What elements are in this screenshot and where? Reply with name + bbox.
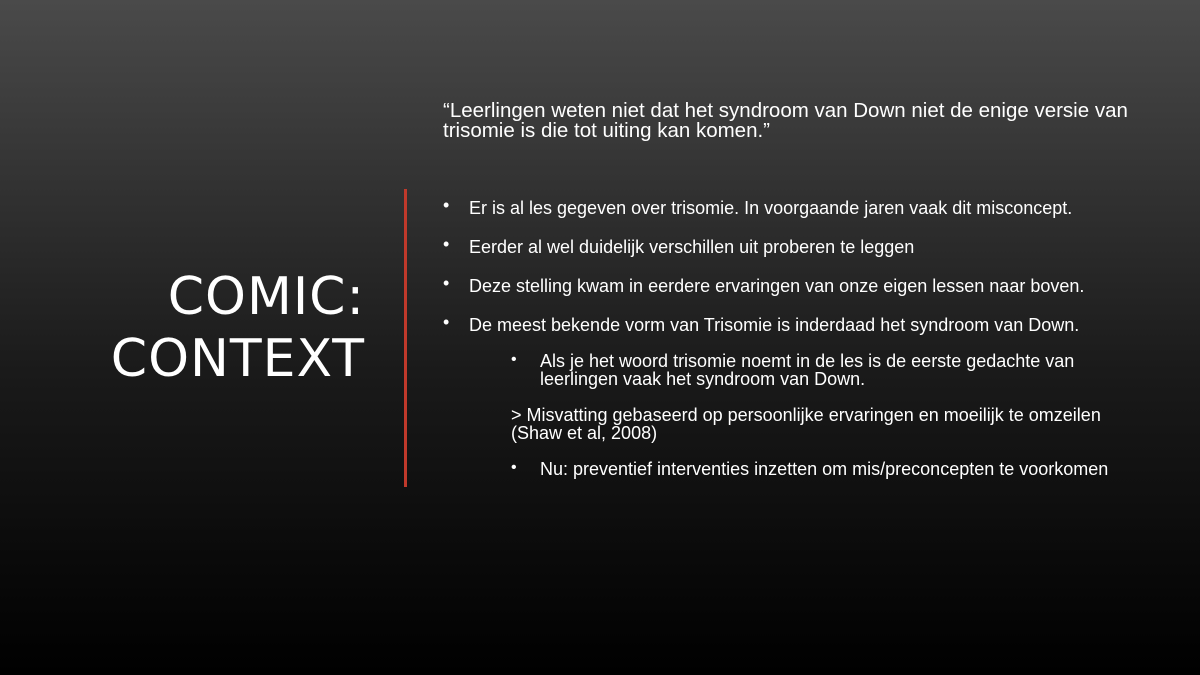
bullet-item: [443, 313, 1133, 334]
bullet-dot-icon: •: [443, 195, 450, 215]
sub-list: [511, 352, 1111, 478]
bullet-list: [443, 196, 1133, 496]
bullet-item: [443, 274, 1133, 295]
bullet-text: De meest bekende vorm van Trisomie is inderdaad het syndroom van Down.: [469, 315, 1080, 335]
bullet-dot-icon: •: [443, 312, 450, 332]
quote-text: “Leerlingen weten niet dat het syndroom van Down niet de enige versie van trisomie is die tot uiting kan komen.”: [443, 99, 1128, 142]
sub-bullet-item: [511, 352, 1111, 388]
bullet-text: Er is al les gegeven over trisomie. In voorgaande jaren vaak dit misconcept.: [469, 198, 1073, 218]
bullet-text: Eerder al wel duidelijk verschillen uit proberen te leggen: [469, 237, 915, 257]
bullet-dot-icon: •: [443, 273, 450, 293]
title-line-1: COMIC:: [167, 267, 365, 327]
sub-bullet-item: [511, 460, 1111, 478]
slide-title: [25, 266, 365, 390]
bullet-dot-icon: •: [511, 459, 517, 476]
sub-bullet-text: Nu: preventief interventies inzetten om mis/preconcepten te voorkomen: [540, 459, 1109, 479]
vertical-divider: [404, 189, 407, 487]
bullet-dot-icon: •: [511, 351, 517, 368]
bullet-item: [443, 235, 1133, 256]
bullet-item: [443, 196, 1133, 217]
sub-bullet-text: Als je het woord trisomie noemt in de les is de eerste gedachte van leerlingen vaak het syndroom van Down.: [540, 351, 1075, 389]
bullet-dot-icon: •: [443, 234, 450, 254]
title-line-2: CONTEXT: [110, 329, 365, 389]
bullet-text: Deze stelling kwam in eerdere ervaringen van onze eigen lessen naar boven.: [469, 276, 1085, 296]
sub-note: > Misvatting gebaseerd op persoonlijke ervaringen en moeilijk te omzeilen (Shaw et al, 2008): [511, 405, 1101, 443]
